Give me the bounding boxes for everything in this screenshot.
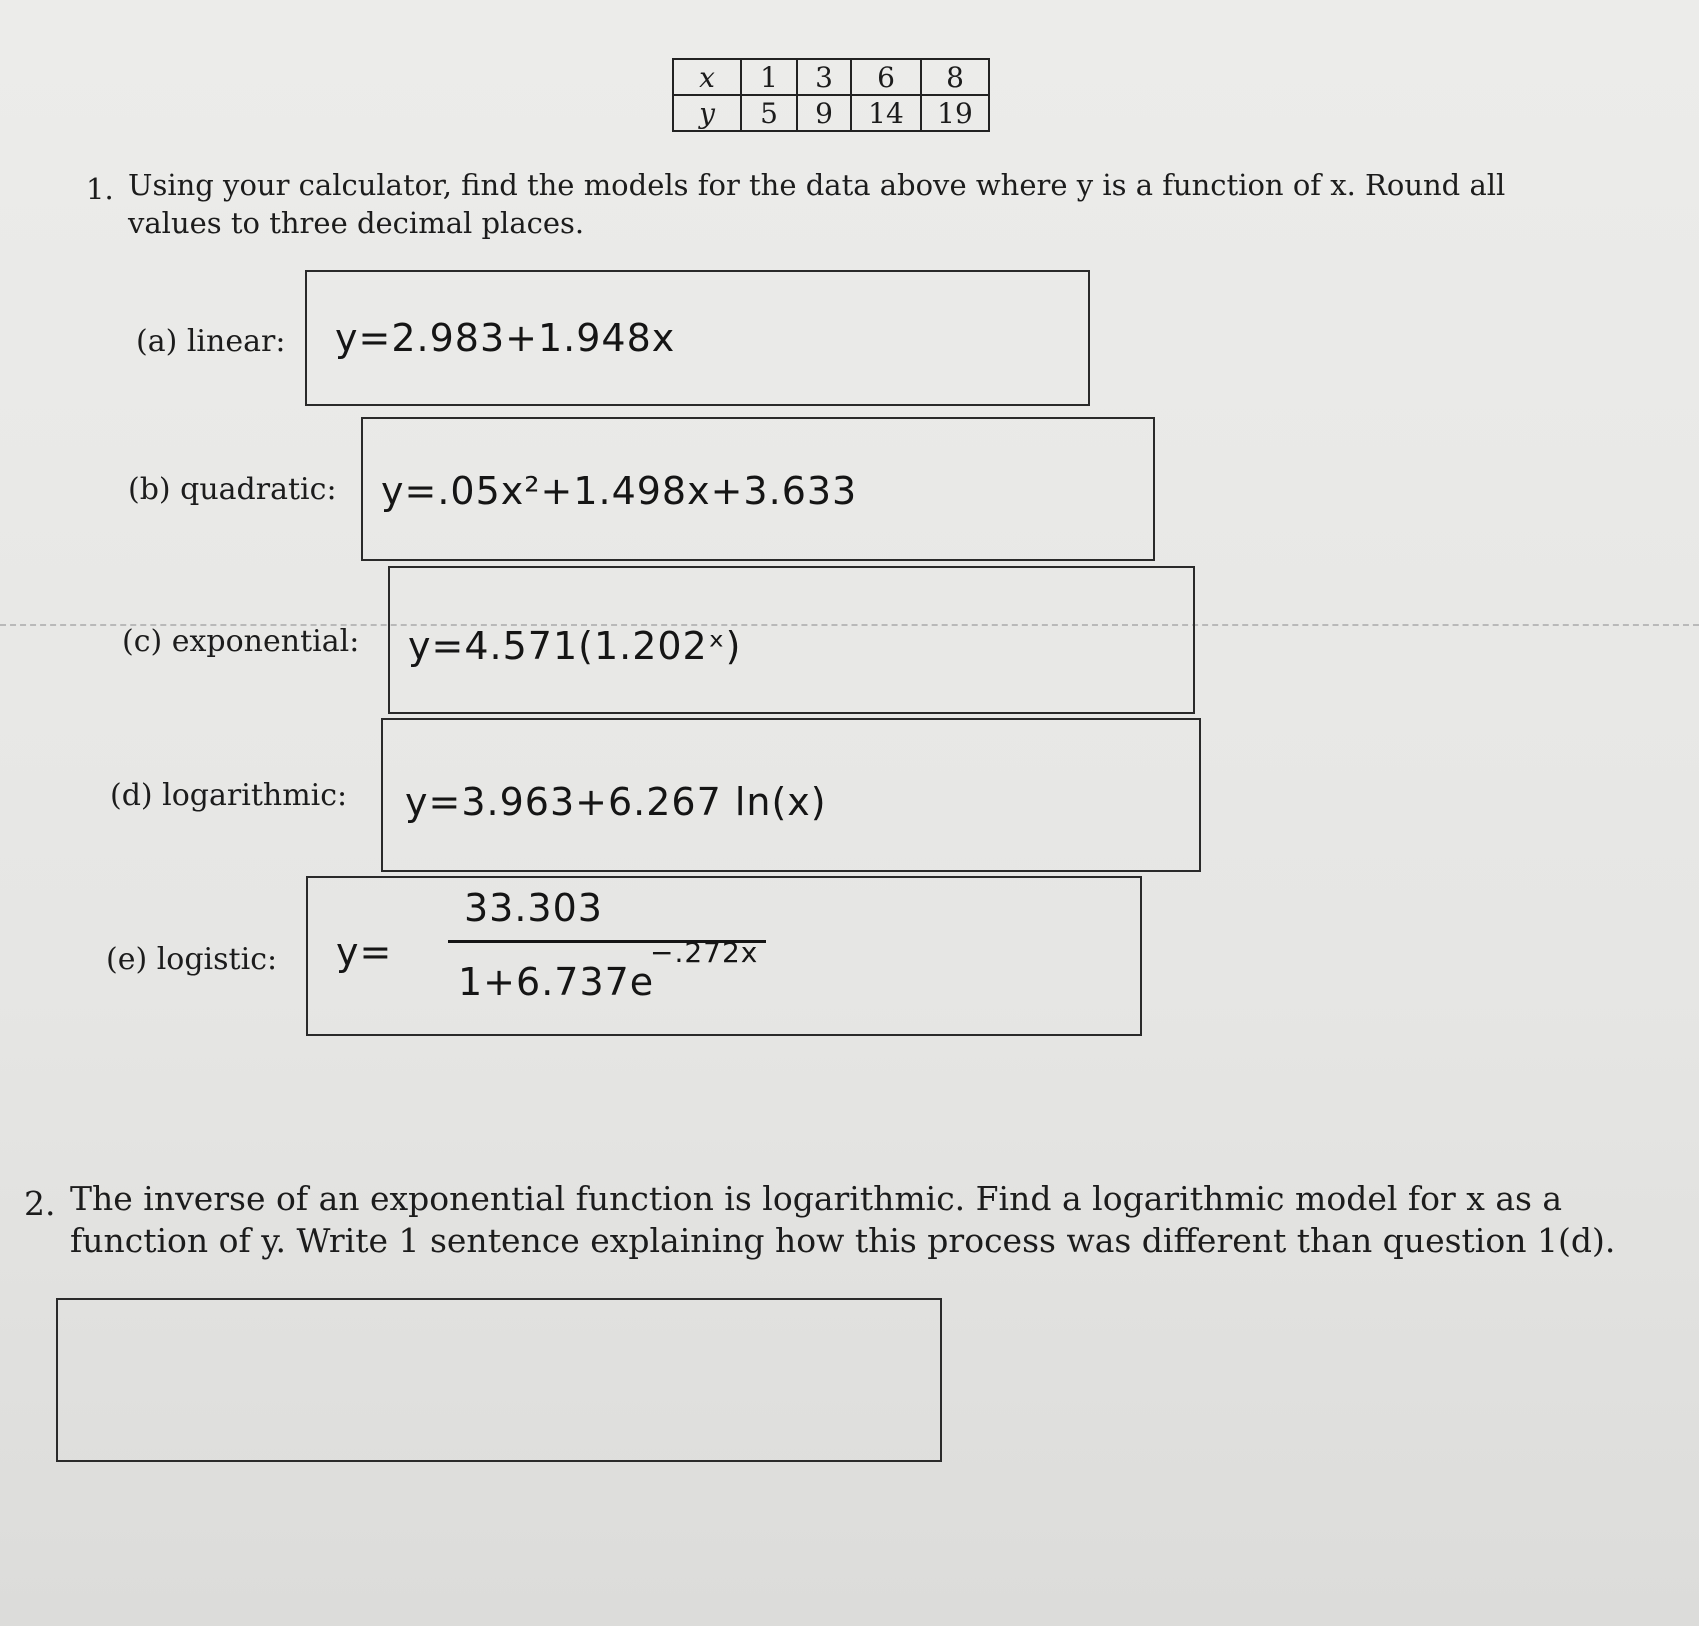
answer-e-prefix: y= <box>336 930 393 974</box>
answer-c: y=4.571(1.202ˣ) <box>408 624 742 668</box>
answer-box-e[interactable] <box>306 876 1142 1036</box>
question-2-text: The inverse of an exponential function is logarithmic. Find a logarithmic model for x as a function of y. Write 1 sentence explaining how this process was different than question 1(d). <box>70 1179 1616 1260</box>
part-a-label: (a) linear: <box>136 324 286 359</box>
answer-e-exponent: −.272x <box>650 936 759 969</box>
question-1-text: Using your calculator, find the models for the data above where y is a function of x. Round all values to three decimal places. <box>128 168 1506 240</box>
answer-box-c[interactable] <box>388 566 1195 714</box>
table-cell: 3 <box>797 59 851 95</box>
part-d-label: (d) logarithmic: <box>110 778 348 813</box>
table-row-y <box>673 95 989 131</box>
table-cell: 6 <box>851 59 921 95</box>
table-cell: 9 <box>797 95 851 131</box>
answer-box-a[interactable] <box>305 270 1090 406</box>
part-b-label: (b) quadratic: <box>128 472 337 507</box>
table-header-x: x <box>673 59 741 95</box>
table-row-x <box>673 59 989 95</box>
answer-a: y=2.983+1.948x <box>335 316 676 360</box>
question-1-number: 1. <box>86 172 114 206</box>
answer-e-denominator: 1+6.737e <box>458 960 655 1004</box>
table-cell: 14 <box>851 95 921 131</box>
answer-box-q2[interactable] <box>56 1298 942 1462</box>
table-header-y: y <box>673 95 741 131</box>
part-c-label: (c) exponential: <box>122 624 360 659</box>
question-2-number: 2. <box>24 1184 56 1223</box>
table-cell: 1 <box>741 59 797 95</box>
answer-e-numerator: 33.303 <box>464 886 603 930</box>
answer-b: y=.05x²+1.498x+3.633 <box>381 469 858 513</box>
answer-box-d[interactable] <box>381 718 1201 872</box>
table-cell: 8 <box>921 59 989 95</box>
data-table <box>672 58 990 132</box>
table-cell: 5 <box>741 95 797 131</box>
answer-box-b[interactable] <box>361 417 1155 561</box>
part-e-label: (e) logistic: <box>106 942 278 977</box>
answer-d: y=3.963+6.267 ln(x) <box>405 780 827 824</box>
table-cell: 19 <box>921 95 989 131</box>
